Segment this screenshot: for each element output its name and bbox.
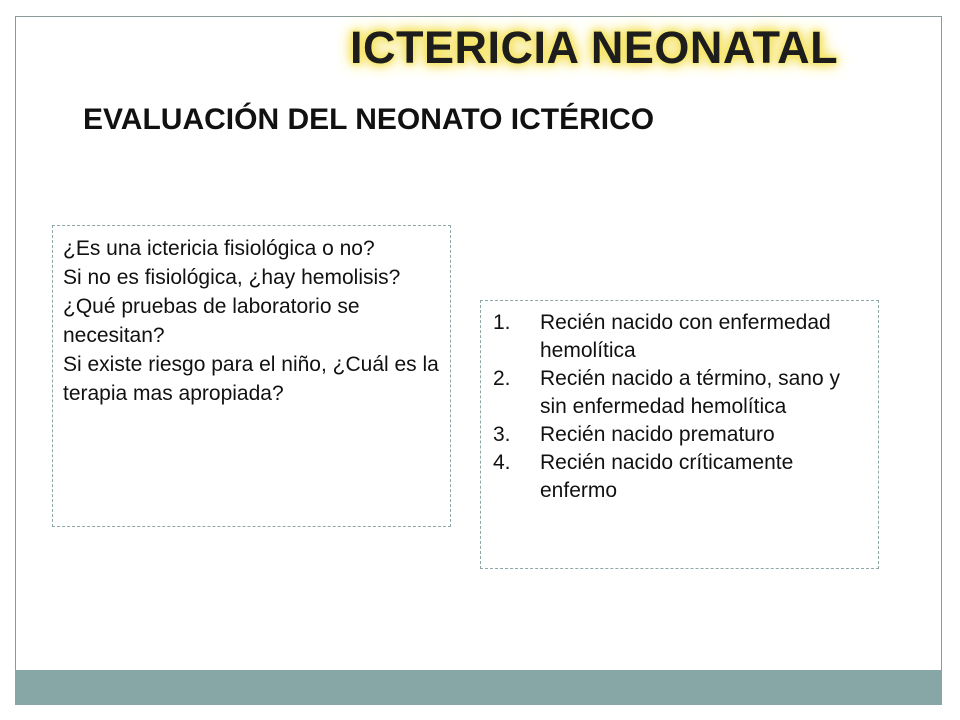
category-text: Recién nacido con enfermedad hemolítica: [540, 311, 831, 362]
question-item: Si no es fisiológica, ¿hay hemolisis?: [63, 266, 401, 289]
category-item: [491, 449, 868, 505]
categories-box: [480, 300, 879, 569]
questions-box: [52, 225, 451, 527]
category-number: 1.: [493, 311, 511, 334]
category-item: [491, 421, 868, 449]
categories-list: [491, 309, 868, 505]
category-item: [491, 309, 868, 365]
category-item: [491, 365, 868, 421]
slide-subtitle: EVALUACIÓN DEL NEONATO ICTÉRICO: [83, 103, 655, 136]
category-text: Recién nacido a término, sano y sin enfermedad hemolítica: [540, 367, 840, 418]
question-item: ¿Qué pruebas de laboratorio se necesitan?: [63, 295, 360, 347]
category-number: 4.: [493, 451, 511, 474]
category-text: Recién nacido críticamente enfermo: [540, 451, 794, 502]
slide-title: ICTERICIA NEONATAL: [350, 22, 839, 73]
category-number: 3.: [493, 423, 511, 446]
question-item: Si existe riesgo para el niño, ¿Cuál es la terapia mas apropiada?: [63, 353, 439, 405]
category-number: 2.: [493, 367, 511, 390]
category-text: Recién nacido prematuro: [540, 423, 775, 446]
question-item: ¿Es una ictericia fisiológica o no?: [63, 237, 375, 260]
footer-band: [15, 670, 942, 705]
